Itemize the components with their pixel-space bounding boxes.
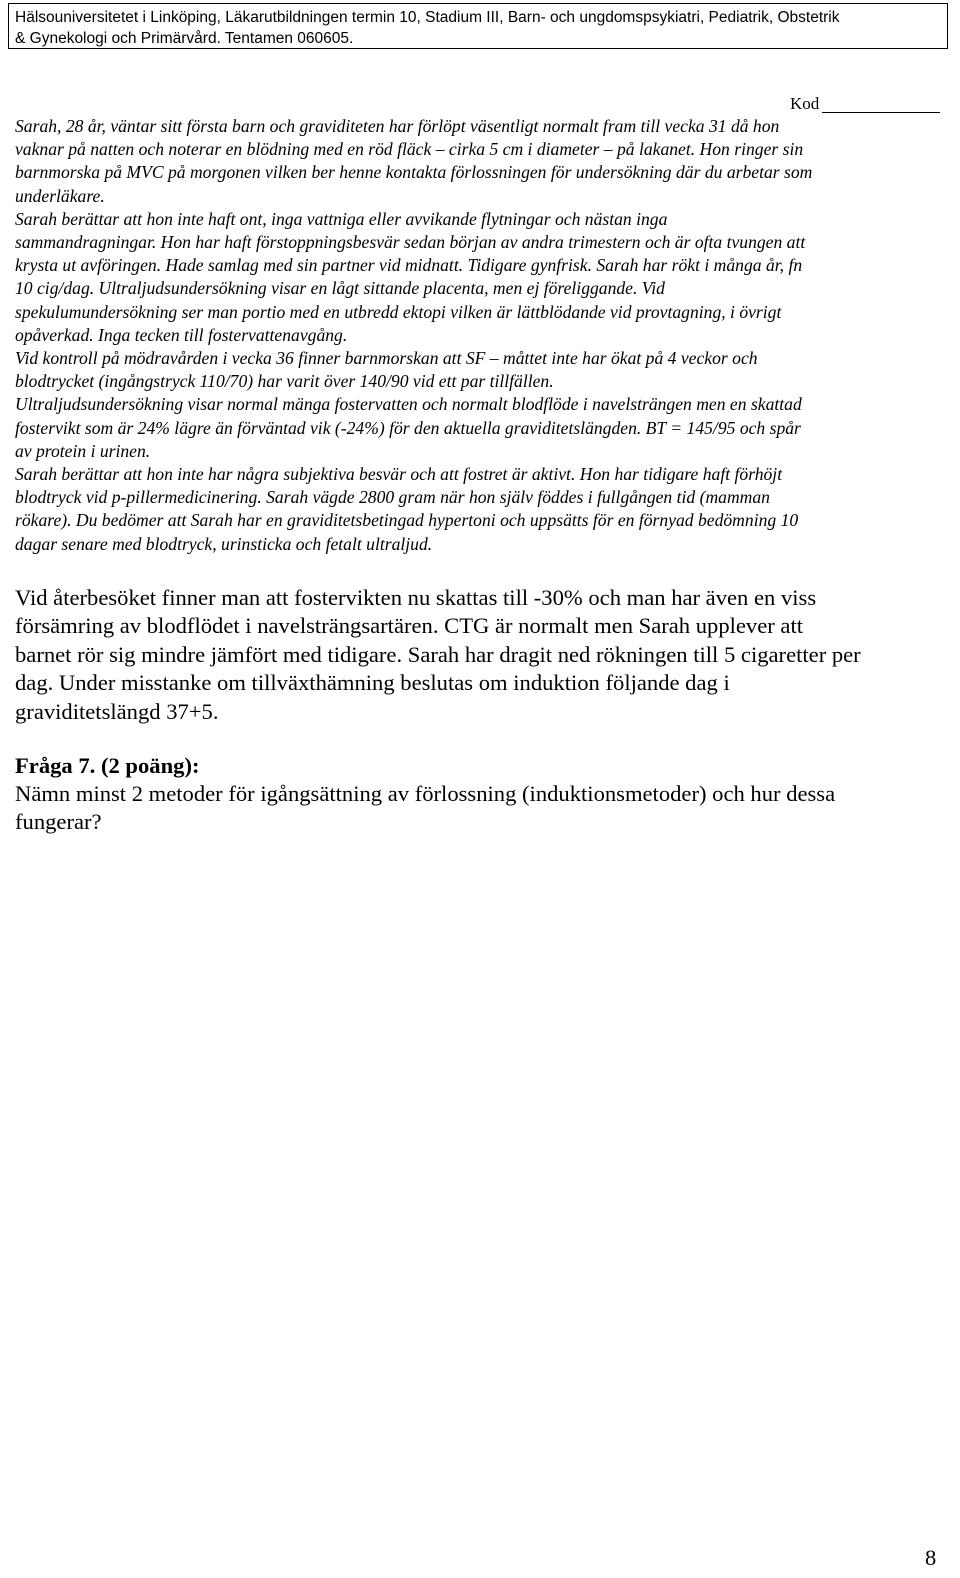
kod-label: Kod — [790, 94, 820, 113]
case-line: blodtrycket (ingångstryck 110/70) har varit över 140/90 vid ett par tillfällen. — [15, 371, 554, 392]
followup-line: barnet rör sig mindre jämfört med tidigare. Sarah har dragit ned rökningen till 5 cigaretter per — [15, 641, 861, 667]
header-line: & Gynekologi och Primärvård. Tentamen 060605. — [15, 30, 354, 47]
case-line: dagar senare med blodtryck, urinsticka och fetalt ultraljud. — [15, 533, 433, 554]
case-line: Sarah berättar att hon inte haft ont, inga vattniga eller avvikande flytningar och nästan inga — [15, 208, 668, 229]
case-line: vaknar på natten och noterar en blödning med en röd fläck – cirka 5 cm i diameter – på lakanet. Hon ringer sin — [15, 139, 804, 160]
case-line: krysta ut avföringen. Hade samlag med sin partner vid midnatt. Tidigare gynfrisk. Sarah har rökt i många år, fn — [15, 255, 803, 276]
case-line: 10 cig/dag. Ultraljudsundersökning visar en lågt sittande placenta, men ej föreliggande. Vid — [15, 278, 665, 299]
question-line: Nämn minst 2 metoder för igångsättning av förlossning (induktionsmetoder) och hur dessa — [15, 781, 836, 806]
case-line: sammandragningar. Hon har haft förstoppningsbesvär sedan början av andra trimestern och är ofta tvungen att — [15, 232, 806, 253]
followup-line: försämring av blodflödet i navelsträngsartären. CTG är normalt men Sarah upplever att — [15, 613, 804, 639]
case-line: underläkare. — [15, 185, 105, 206]
case-description — [15, 115, 812, 556]
followup-line: graviditetslängd 37+5. — [15, 698, 219, 724]
page-number: 8 — [925, 1545, 937, 1570]
header-line: Hälsouniversitetet i Linköping, Läkarutbildningen termin 10, Stadium III, Barn- och ungdomspsykiatri, Pediatrik, Obstetrik — [15, 9, 840, 26]
case-line: av protein i urinen. — [15, 440, 151, 461]
case-line: Sarah, 28 år, väntar sitt första barn och graviditeten har förlöpt väsentligt normalt fram till vecka 31 då hon — [15, 116, 780, 136]
exam-header — [8, 3, 948, 49]
case-line: spekulumundersökning ser man portio med en utbredd ektopi vilken är lättblödande vid provtagning, i övrigt — [15, 301, 782, 322]
case-line: Ultraljudsundersökning visar normal mänga fostervatten och normalt blodflöde i navelsträngen men en skattad — [15, 394, 802, 415]
case-line: barnmorska på MVC på morgonen vilken ber henne kontakta förlossningen för undersökning där du arbetar som — [15, 162, 813, 183]
question-line: fungerar? — [15, 809, 102, 835]
case-line: Sarah berättar att hon inte har några subjektiva besvär och att fostret är aktivt. Hon har tidigare haft förhöjt — [15, 464, 783, 485]
followup-line: dag. Under misstanke om tillväxthämning beslutas om induktion följande dag i — [15, 670, 730, 696]
case-line: fostervikt som är 24% lägre än förväntad vik (-24%) för den aktuella graviditetslängden. BT = 145/95 och spår — [15, 417, 801, 438]
case-line: opåverkad. Inga tecken till fostervattenavgång. — [15, 324, 348, 345]
followup-line: Vid återbesöket finner man att fostervikten nu skattas till -30% och man har även en viss — [15, 585, 817, 610]
case-line: Vid kontroll på mödravården i vecka 36 finner barnmorskan att SF – måttet inte har ökat på 4 veckor och — [15, 348, 758, 369]
kod-answer-line — [822, 112, 940, 113]
case-line: blodtryck vid p-pillermedicinering. Sarah vägde 2800 gram när hon själv föddes i fullgången tid (mamman — [15, 487, 770, 508]
question-title: Fråga 7. (2 poäng): — [15, 753, 200, 778]
question-text — [15, 780, 835, 837]
case-line: rökare). Du bedömer att Sarah har en graviditetsbetingad hypertoni och uppsätts för en förnyad bedömning 10 — [15, 510, 799, 531]
followup-paragraph — [15, 584, 861, 726]
